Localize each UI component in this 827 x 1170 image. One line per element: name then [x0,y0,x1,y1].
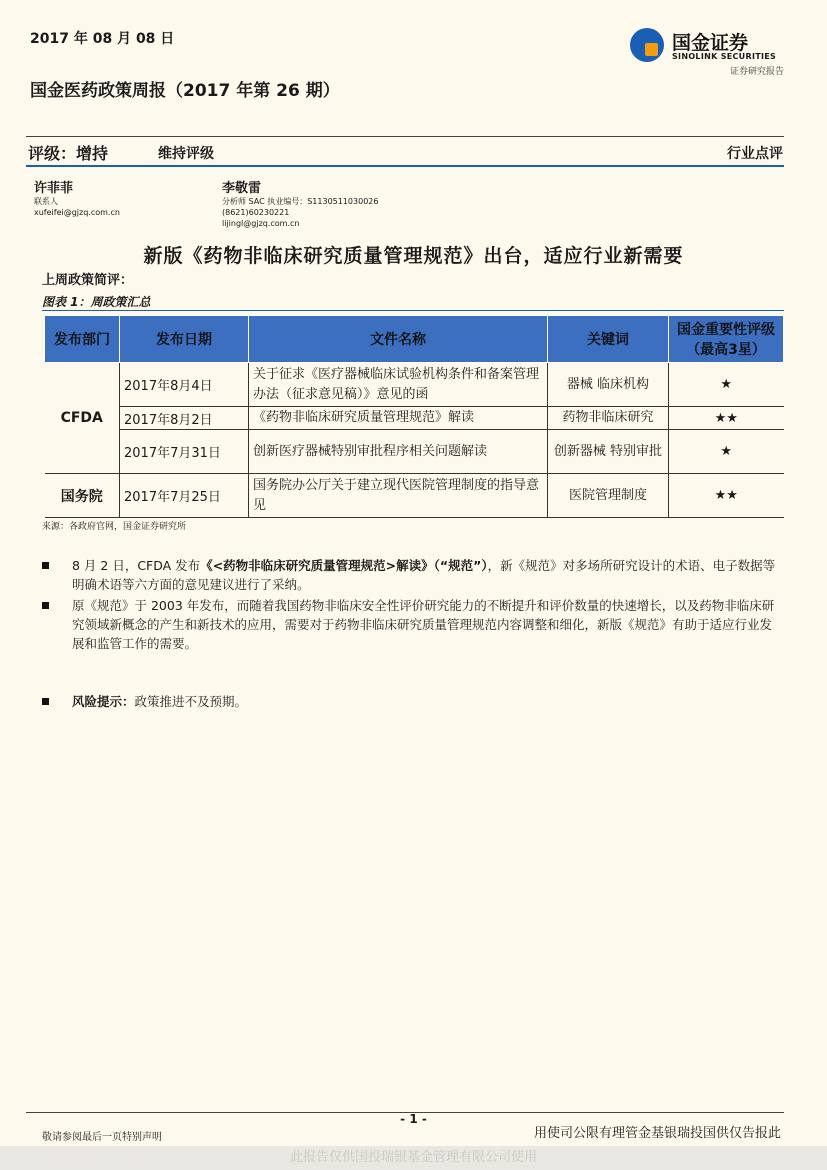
logo-mark-icon [630,28,664,62]
header-divider [26,136,784,137]
footer-disclaimer: 敬请参阅最后一页特别声明 [42,1132,162,1143]
figure-divider [42,310,784,311]
rating-sub: 维持评级 [158,146,214,162]
report-date: 2017 年 08 月 08 日 [30,31,175,47]
bullet-list [42,556,784,655]
cell-stars: ★ [669,363,784,407]
cell-name: 创新医疗器械特别审批程序相关问题解读 [249,430,548,474]
cell-stars: ★★ [669,474,784,518]
col-header: 关键词 [548,316,669,363]
table-header-row [45,316,784,363]
bullet-item [42,556,784,594]
cell-name: 《药物非临床研究质量管理规范》解读 [249,407,548,430]
risk-note [42,692,247,710]
table-row [45,430,784,474]
cell-dept: 国务院 [45,474,120,518]
cell-name: 国务院办公厅关于建立现代医院管理制度的指导意见 [249,474,548,518]
author-name: 李敬雷 [222,181,262,196]
bullet-bold: 《<药物非临床研究质量管理规范>解读》（“规范”） [200,558,488,573]
author-contact [34,177,120,218]
watermark: 此报告仅供国投瑞银基金管理有限公司使用 [0,1146,827,1170]
cell-stars: ★ [669,430,784,474]
author-email: xufeifei@gjzq.com.cn [34,208,120,217]
bullet-text: 8 月 2 日，CFDA 发布 [72,558,201,573]
author-sac: 分析师 SAC 执业编号：S1130511030026 [222,197,379,206]
risk-label: 风险提示： [72,694,135,709]
col-header: 发布日期 [120,316,249,363]
company-logo [630,26,790,76]
risk-text: 政策推进不及预期。 [134,694,248,709]
rating-label: 评级：增持 [28,144,109,163]
cell-dept: CFDA [45,363,120,474]
page-number: - 1 - [400,1112,427,1126]
figure-title: 图表 1：周政策汇总 [42,295,151,309]
cell-keyword: 器械 临床机构 [548,363,669,407]
figure-source: 来源：各政府官网，国金证券研究所 [42,522,187,532]
cell-date: 2017年7月25日 [120,474,249,518]
cell-name: 关于征求《医疗器械临床试验机构条件和备案管理办法（征求意见稿）》意见的函 [249,363,548,407]
col-header: 国金重要性评级（最高3星） [669,316,784,363]
cell-keyword: 医院管理制度 [548,474,669,518]
section-title: 上周政策简评： [42,273,134,288]
footer-mirrored-text: 用使司公限有理管金基银瑞投国供仅告报此 [533,1126,781,1141]
headline: 新版《药物非临床研究质量管理规范》出台，适应行业新需要 [143,245,684,267]
cell-stars: ★★ [669,407,784,430]
cell-date: 2017年7月31日 [120,430,249,474]
cell-date: 2017年8月2日 [120,407,249,430]
logo-cn: 国金证券 [672,32,749,54]
author-role: 联系人 [34,197,58,206]
report-title: 国金医药政策周报（2017 年第 26 期） [30,81,340,101]
table-row [45,407,784,430]
cell-date: 2017年8月4日 [120,363,249,407]
author-phone: (8621)60230221 [222,208,290,217]
rating-divider [26,165,784,167]
col-header: 文件名称 [249,316,548,363]
cell-keyword: 药物非临床研究 [548,407,669,430]
bullet-item [42,596,784,653]
table-row [45,363,784,407]
author-name: 许菲菲 [34,181,74,196]
logo-en: SINOLINK SECURITIES [672,52,777,61]
col-header: 发布部门 [45,316,120,363]
cell-keyword: 创新器械 特别审批 [548,430,669,474]
table-row [45,474,784,518]
author-email: lijingl@gjzq.com.cn [222,219,300,228]
bullet-text: ，新《规范》对多场所研究设计的术语、电子数据等明确术语等六方面的意见建议进行了采纳。 [72,558,776,592]
policy-table [44,315,784,518]
bullet-text: 原《规范》于 2003 年发布，而随着我国药物非临床安全性评价研究能力的不断提升和评价数量的快速增长，以及药物非临床研究领域新概念的产生和新技术的应用，需要对于药物非临床研究质量管理规范内容调整和细化，新版《规范》有助于适应行业发展和监管工作的需要。 [72,598,775,651]
logo-sub: 证券研究报告 [729,67,784,77]
doc-type: 行业点评 [727,146,783,162]
author-analyst [222,177,378,229]
